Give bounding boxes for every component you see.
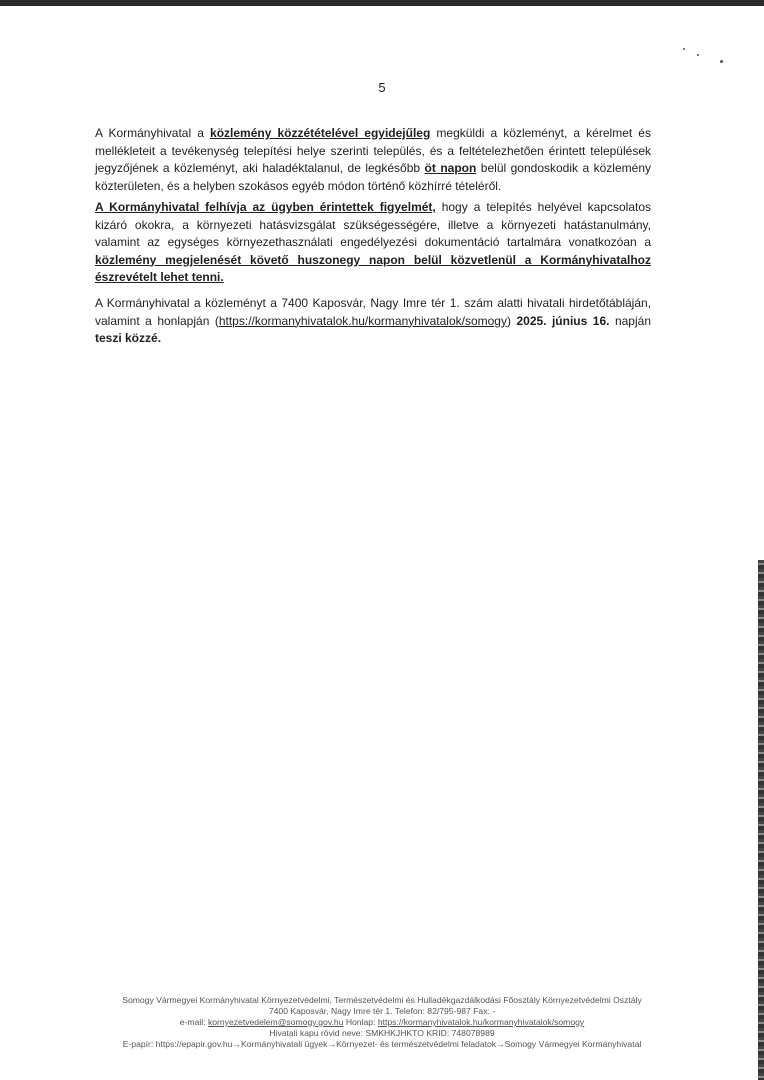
emphasis: teszi közzé. [95, 331, 162, 345]
scan-speck [683, 48, 685, 50]
page-number: 5 [378, 80, 386, 95]
text: napján [609, 313, 651, 328]
scan-speck [720, 60, 723, 63]
scan-edge-top [0, 0, 764, 6]
footer-address: 7400 Kaposvár, Nagy Imre tér 1. Telefon: 82/795-987 Fax: - [268, 1006, 496, 1016]
text-line: kizáró okokra, a környezeti hatásvizsgálat szükségességére, illetve a környezeti hatástanulmány, [95, 217, 651, 232]
text-line: valamint az egységes környezethasználati engedélyezési dokumentáció tartalmára vonatkozóan a [95, 235, 651, 249]
text-line: A Kormányhivatal a közleményt a 7400 Kaposvár, Nagy Imre tér 1. szám alatti hivatali hirdetőtábláján, [95, 296, 651, 310]
scan-edge-right [758, 560, 764, 1080]
footer-web-link[interactable]: https://kormanyhivatalok.hu/kormanyhivatalok/somogy [377, 1017, 585, 1027]
footer [60, 995, 704, 1050]
text: valamint a honlapján ( [95, 313, 219, 328]
emphasis: közlemény közzétételével egyidejűleg [210, 126, 431, 140]
emphasis: A Kormányhivatal felhívja az ügyben érintettek figyelmét, [95, 200, 436, 214]
text: ) [506, 313, 517, 328]
text: hogy a telepítés helyével kapcsolatos [435, 200, 652, 214]
emphasis: közlemény megjelenését követő huszonegy napon belül közvetlenül a Kormányhivatalhoz [95, 252, 651, 267]
paragraph-publication [95, 295, 651, 348]
emphasis: öt napon [424, 161, 477, 175]
emphasis: észrevételt lehet tenni. [95, 270, 224, 284]
footer-email-label: e-mail: [179, 1017, 208, 1027]
text: jegyzőjének a közleményt, aki haladéktalanul, de legkésőbb [95, 161, 425, 175]
footer-gateway: Hivatali kapu rövid neve: SMKHKJHKTO KRID: 748078989 [269, 1028, 495, 1038]
publication-date: 2025. június 16. [516, 313, 610, 328]
text: A Kormányhivatal a [95, 126, 211, 140]
footer-office: Somogy Vármegyei Kormányhivatal Környezetvédelmi, Természetvédelmi és Hulladékgazdálkodási Főosztály Környezetvédelmi Osztály [122, 995, 642, 1005]
footer-email-link[interactable]: kornyezetvedelem@somogy.gov.hu [207, 1017, 344, 1027]
footer-web-label: Honlap: [343, 1017, 378, 1027]
footer-epapir: E-papír: https://epapir.gov.hu→Kormányhivatali ügyek→Környezet- és természetvédelmi feladatok→Somogy Vármegyei Kormányhivatal [122, 1039, 642, 1049]
scan-speck [697, 54, 699, 56]
paragraph-delivery [95, 125, 651, 195]
text-line: közterületen, és a helyben szokásos egyéb módon történő közhírré tételéről. [95, 178, 502, 193]
text: belül gondoskodik a közlemény [476, 161, 651, 175]
text-line: mellékleteit a tevékenység telepítési helye szerinti település, és a feltételezhetően érintett települések [95, 143, 651, 158]
paragraph-notice [95, 199, 651, 287]
text: megküldi a közleményt, a kérelmet és [430, 126, 651, 140]
website-link[interactable]: https://kormanyhivatalok.hu/kormanyhivatalok/somogy [218, 313, 507, 328]
